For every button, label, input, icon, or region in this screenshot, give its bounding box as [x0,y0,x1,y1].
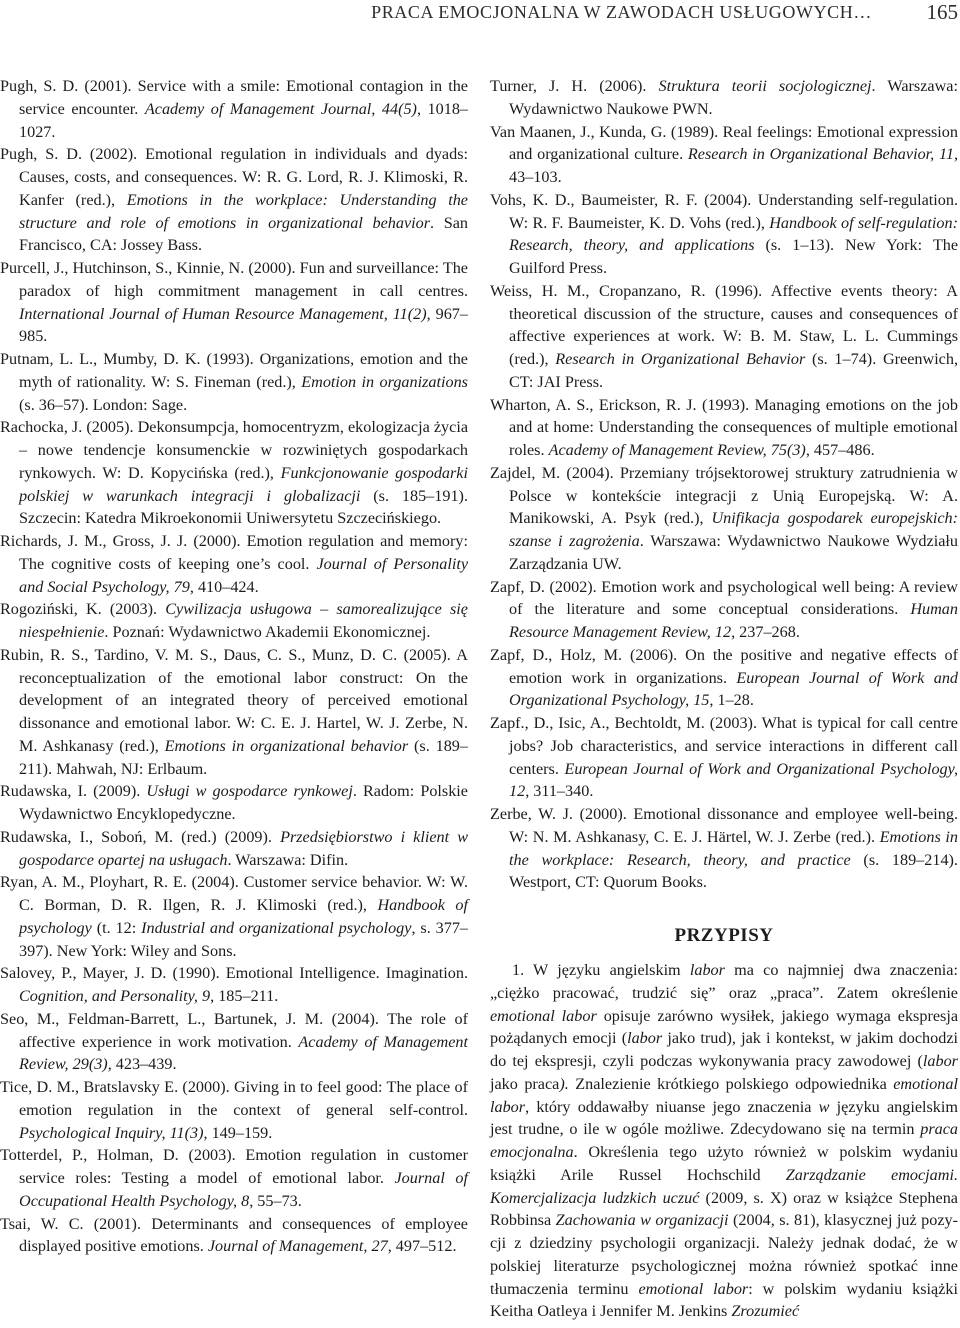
italic-text-run: European Journal of Work and Organizational Psychology, 12 [509,759,958,801]
italic-text-run: Zarządzanie emocjami. Komercjalizacja ludzkich uczuć [490,1165,958,1207]
text-run: (t. 12: [91,918,142,937]
text-run: Salovey, P., Mayer, J. D. (1990). Emotional Intelligence. Imagination. [0,964,468,983]
italic-text-run: Academy of Management Review, 75(3) [548,441,806,459]
text-run: (s. 189–214). Westport, CT: Quorum Books. [509,850,958,892]
bibliography-left-column [0,75,468,1258]
text-run: (s. 185–191). Szczecin: Katedra Mikroekonomii Uniwersytetu Szczecińskiego. [19,486,468,528]
text-run: , 410–424. [189,577,259,596]
italic-text-run: ). [559,1074,569,1093]
italic-text-run: Research in Organizational Behavior, 11 [687,145,954,164]
italic-text-run: Human Resource Management Review, 12 [509,600,958,641]
text-run: Totterdel, P., Holman, D. (2003). Emotion regulation in customer service roles: Testing a model of emotional labor. [0,1146,468,1187]
text-run: Zajdel, M. (2004). Przemiany trójsektorowej struktury zatrudnienia w Polsce w kontekście integracji z Unią Europejską. W: A. Manikowski, A. Psyk (red.), [490,463,958,528]
italic-text-run: Struktura teorii socjologicznej [658,77,872,95]
reference-entry [0,1008,468,1076]
reference-entry [0,1213,468,1259]
text-run: Turner, J. H. (2006). [490,77,659,95]
reference-entry [490,280,958,394]
text-run: Ryan, A. M., Ployhart, R. E. (2004). Customer service behavior. W: W. C. Borman, D. R. Ilgen, R. J. Klimoski (red.), [0,873,468,914]
text-run: , 423–439. [107,1055,177,1074]
text-run: Zapf, D., Holz, M. (2006). On the positive and negative effects of emotion work in organizations. [490,645,958,687]
text-run: jako trud), jak i kontekst, w jakim dochodzi do tej ekspresji, czyli podczas wykonywania pracy zawodowej ( [490,1029,958,1070]
text-run: Rubin, R. S., Tardino, V. M. S., Daus, C. S., Munz, D. C. (2005). A reconceptualization of the emotional labor construct: On the development of an integrated theory of perceived emotional dissonance and emotional labor. W: C. E. J. Hartel, W. J. Zerbe, N. M. Ashkanasy (red.), [0,645,468,755]
text-run: . Warszawa: Wydawnictwo Naukowe Wydziału Zarządzania UW. [509,532,958,573]
text-run: (2004, s. 81), klasycznej już pozycji z dziedziny psychologii organizacji. Należy jednak dodać, że w polskiej literaturze psychologicznej można również spotkać inne tłumaczenia terminu [490,1211,959,1298]
text-run: Richards, J. M., Gross, J. J. (2000). Emotion regulation and memory: The cognitive costs of keeping one’s cool. [0,532,468,573]
text-run: (s. 36–57). London: Sage. [19,395,188,414]
text-run: Vohs, K. D., Baumeister, R. F. (2004). Understanding self-regulation. W: R. F. Baumeister, K. D. Vohs (red.), [490,190,958,232]
text-run: . San Francisco, CA: Jossey Bass. [19,213,468,255]
text-run: , 311–340. [525,782,594,801]
text-run: Zapf, D. (2002). Emotion work and psychological well being: A review of the literature and some conceptual considerations. [490,577,958,619]
reference-entry [0,416,468,530]
text-run: . Określenia tego użyto również w polskim wydaniu książki Arile Russel Hochschild [490,1143,958,1184]
text-run: (s. 1–74). Greenwich, CT: JAI Press. [509,350,959,391]
italic-text-run: Przedsiębiorstwo i klient w gospodarce opartej na usługach [19,827,468,869]
text-run: Seo, M., Feldman-Barrett, L., Bartunek, J. M. (2004). The role of affective experience in work motivation. [0,1009,468,1051]
text-run: Rachocka, J. (2005). Dekonsumpcja, homocentryzm, ekologizacja życia – nowe tendencje konsumenckie w rozwiniętych gospodarkach rynkowych. W: D. Kopycińska (red.), [0,418,468,482]
italic-text-run: w [818,1097,830,1116]
text-run: Van Maanen, J., Kunda, G. (1989). Real feelings: Emotional expression and organizational culture. [490,122,958,164]
text-run: : w polskim wydaniu książki Keitha Oatleya i Jennifer M. Jenkins [490,1279,958,1321]
text-run: Putnam, L. L., Mumby, D. K. (1993). Organizations, emotion and the myth of rationality. W: S. Fineman (red.), [0,350,468,391]
reference-entry [490,189,958,280]
running-title: PRACA EMOCJONALNA W ZAWODACH USŁUGOWYCH… [371,2,872,22]
text-run: języku angielskim jest trudne, o ile w ogóle możliwe. Zdecydowano się na termin [490,1097,958,1139]
italic-text-run: emotional labor [638,1279,749,1298]
text-run: opisuje zarówno wysiłek, jakiego wymaga ekspresja pożądanych emocji ( [490,1006,958,1048]
italic-text-run: Journal of Occupational Health Psychology, 8 [19,1169,468,1210]
text-run: , 43–103. [509,145,958,186]
reference-entry [0,143,468,257]
reference-entry [490,75,958,121]
text-run: , 185–211. [210,987,279,1005]
text-run: Rudawska, I. (2009). [0,782,147,801]
italic-text-run: Emotions in organizational behavior [164,736,409,755]
text-run: Zapf., D., Isic, A., Bechtoldt, M. (2003). What is typical for call centre jobs? Job characteristics, and service interactions in different call centers. [490,714,958,778]
reference-entry [0,348,468,416]
text-run: (s. 189–211). Mahwah, NJ: Erlbaum. [19,736,468,778]
reference-entry [0,1076,468,1144]
text-run: . Warszawa: Wydawnictwo Naukowe PWN. [509,77,958,118]
italic-text-run: emotional labor [490,1074,958,1116]
text-run: Tice, D. M., Bratslavsky E. (2000). Giving in to feel good: The place of emotion regulation in the context of general self-control. [0,1078,468,1119]
text-run: (2009, s. X) oraz w książce Stephena Robbinsa [490,1188,958,1230]
italic-text-run: Cognition, and Personality, 9 [19,987,211,1005]
italic-text-run: praca emocjonalna [490,1120,958,1161]
reference-entry [490,576,958,644]
italic-text-run: Journal of Personality and Social Psychology, 79 [19,554,469,596]
text-run: , 55–73. [249,1191,302,1210]
italic-text-run: Usługi w gospodarce rynkowej [146,782,353,801]
reference-entry [0,75,468,143]
reference-entry [490,712,958,803]
italic-text-run: International Journal of Human Resource Management, 11(2) [19,304,427,323]
italic-text-run: Research in Organizational Behavior [555,350,806,368]
text-run: , 967–985. [19,304,468,346]
italic-text-run: emotional labor [490,1006,597,1025]
italic-text-run: Funkcjonowanie gospodarki polskiej w warunkach integracji i globalizacji [19,463,468,505]
reference-entry [0,780,468,826]
text-run: , 1–28. [709,691,754,710]
text-run: . Poznań: Wydawnictwo Akademii Ekonomicznej. [104,623,431,641]
italic-text-run: Journal of Management, 27 [207,1237,388,1256]
text-run: 1. W języku angielskim [512,961,690,979]
footnote-paragraph [490,959,958,1323]
text-run: Rudawska, I., Soboń, M. (red.) (2009). [0,827,281,846]
text-run: , 237–268. [731,623,800,641]
reference-entry [0,598,468,644]
text-run: Rogoziński, K. (2003). [0,600,166,619]
italic-text-run: labor [689,961,725,979]
text-run: Tsai, W. C. (2001). Determinants and consequences of employee displayed positive emotions. [0,1214,468,1256]
page-header [0,0,960,30]
text-run: Zerbe, W. J. (2000). Emotional dissonance and employee well-being. W: N. M. Ashkanasy, C. E. J. Härtel, W. J. Zerbe (red.). [490,805,958,846]
text-run: , 149–159. [203,1123,273,1142]
text-run: , s. 377–397). New York: Wiley and Sons. [19,918,469,960]
text-run: . Radom: Polskie Wydawnictwo Encyklopedyczne. [19,782,468,823]
notes-heading: PRZYPISY [674,925,774,946]
italic-text-run: European Journal of Work and Organizational Psychology, 15 [509,668,959,710]
italic-text-run: Handbook of self-regulation: Research, theory, and applications [509,213,958,255]
reference-entry [490,121,958,189]
text-run: . Warszawa: Difin. [227,850,349,869]
reference-entry [0,871,468,962]
text-run: ma co najmniej dwa znaczenia: „ciężko pracować, trudzić się” oraz „praca”. Zatem określenie [490,961,958,1002]
italic-text-run: Zachowania w organizacji [555,1211,729,1230]
text-run: Wharton, A. S., Erickson, R. J. (1993). Managing emotions on the job and at home: Understanding the consequences of multiple emotional roles. [490,395,958,459]
italic-text-run: Cywilizacja usługowa – samorealizujące się niespełnienie [19,600,468,641]
text-run: , który oddawałby niuanse jego znaczenia [525,1097,819,1116]
reference-entry [0,530,468,598]
italic-text-run: Academy of Management Review, 29(3) [19,1032,469,1074]
italic-text-run: Emotion in organizations [301,372,468,391]
text-run: Weiss, H. M., Cropanzano, R. (1996). Affective events theory: A theoretical discussion of the structure, causes and consequences of affective experiences at work. W: B. M. Staw, L. L. Cummings (red.), [490,281,958,368]
bibliography-right-list [490,75,958,894]
reference-entry [490,803,958,894]
text-run: , 1018–1027. [19,99,469,141]
text-run: , 457–486. [805,441,875,459]
text-run: Purcell, J., Hutchinson, S., Kinnie, N. (2000). Fun and surveillance: The paradox of high commitment management in call centres. [0,259,468,300]
text-run: Znalezienie krótkiego polskiego odpowiednika [568,1074,894,1093]
page-number: 165 [926,0,958,24]
italic-text-run: labor [922,1052,958,1070]
italic-text-run: Emotions in the workplace: Research, theory, and practice [509,827,958,869]
reference-entry [0,644,468,781]
text-run: , 497–512. [387,1237,457,1256]
italic-text-run: Unifikacja gospodarek europejskich: szanse i zagrożenia [509,509,958,550]
text-run: (s. 1–13). New York: The Guilford Press. [509,236,959,277]
reference-entry [490,394,958,462]
reference-entry [490,644,958,712]
italic-text-run: Academy of Management Journal, 44(5) [144,99,417,118]
italic-text-run: Industrial and organizational psychology [141,918,412,937]
reference-entry [0,257,468,348]
reference-entry [0,962,468,1008]
italic-text-run: Handbook of psychology [19,896,468,937]
text-run: Pugh, S. D. (2002). Emotional regulation in individuals and dyads: Causes, costs, and consequences. W: R. G. Lord, R. J. Klimoski, R. Kanfer (red.), [0,145,468,209]
italic-text-run: Psychological Inquiry, 11(3) [19,1123,204,1142]
italic-text-run: labor [627,1029,663,1048]
italic-text-run: Zrozumieć [731,1302,800,1321]
reference-entry [0,826,468,872]
bibliography-right-column [490,75,958,1323]
text-run: Pugh, S. D. (2001). Service with a smile: Emotional contagion in the service encounter. [0,77,468,118]
reference-entry [0,1144,468,1212]
text-run: jako praca [490,1074,560,1093]
italic-text-run: Emotions in the workplace: Understanding the structure and role of emotions in organizational behavior [19,190,468,232]
reference-entry [490,462,958,576]
